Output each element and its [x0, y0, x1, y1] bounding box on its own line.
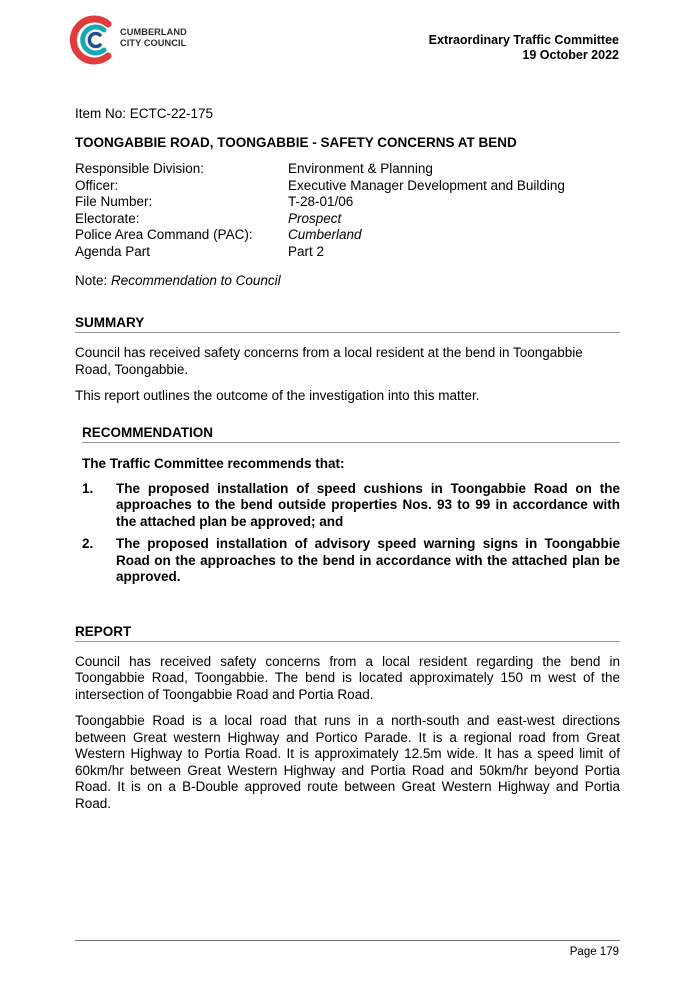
- footer-divider: [75, 940, 620, 941]
- metadata-value: T-28-01/06: [288, 194, 354, 209]
- metadata-row: [75, 227, 565, 244]
- recommendation-section: [82, 425, 620, 586]
- metadata-label: File Number:: [75, 194, 153, 209]
- logo-line-2: CITY COUNCIL: [120, 38, 187, 48]
- report-paragraph: Council has received safety concerns from a local resident regarding the bend in Toongabbie Road, Toongabbie. The bend is located approximately 150 m west of the intersection of Toongabbie Road and Portia Road.: [75, 653, 620, 702]
- committee-name: Extraordinary Traffic Committee: [428, 33, 619, 47]
- metadata-label: Electorate:: [75, 210, 140, 226]
- council-logo: [68, 14, 198, 66]
- page-number: Page 179: [569, 946, 619, 958]
- report-note: [75, 273, 620, 288]
- report-metadata-table: [75, 161, 565, 260]
- metadata-row: [75, 211, 565, 228]
- metadata-label: Agenda Part: [75, 243, 151, 259]
- header-meeting-info: [429, 33, 619, 63]
- metadata-value: Prospect: [288, 210, 342, 226]
- meeting-date: 19 October 2022: [522, 48, 619, 62]
- report-paragraph: Toongabbie Road is a local road that runs in a north-south and east-west directions between Great western Highway and Portico Parade. It is a regional road from Great Western Highway to Portia Road. It is approximately 12.5m wide. It has a speed limit of 60km/hr between Great Western Highway and Portia Road and 50km/hr beyond Portia Road. It is on a B-Double approved route between Great Western Highway and Portia Road.: [75, 713, 620, 811]
- item-number: Item No: ECTC-22-175: [75, 106, 214, 121]
- metadata-label: Officer:: [75, 177, 119, 193]
- summary-heading: SUMMARY: [75, 315, 620, 333]
- recommendation-intro: The Traffic Committee recommends that:: [82, 455, 345, 471]
- note-value: Recommendation to Council: [111, 273, 281, 288]
- recommendation-list: [82, 481, 620, 586]
- recommendation-number: 2.: [82, 536, 94, 551]
- recommendation-item: [82, 536, 620, 586]
- metadata-label: Responsible Division:: [75, 161, 205, 176]
- metadata-row: [75, 194, 565, 211]
- report-section: [75, 624, 620, 813]
- metadata-row: [75, 161, 565, 178]
- recommendation-item: [82, 481, 620, 531]
- metadata-value: Part 2: [288, 243, 325, 259]
- metadata-label: Police Area Command (PAC):: [75, 227, 253, 242]
- metadata-value: Environment & Planning: [288, 161, 433, 176]
- report-content: [75, 106, 620, 822]
- metadata-value: Executive Manager Development and Building: [288, 177, 565, 193]
- metadata-row: [75, 178, 565, 195]
- logo-line-1: CUMBERLAND: [120, 27, 187, 37]
- recommendation-number: 1.: [82, 480, 94, 496]
- recommendation-text: The proposed installation of speed cushions in Toongabbie Road on the approaches to the bend outside properties Nos. 93 to 99 in accordance with the attached plan be approved; and: [116, 480, 620, 529]
- recommendation-heading: RECOMMENDATION: [82, 425, 620, 443]
- note-label: Note:: [75, 273, 112, 288]
- summary-paragraph: This report outlines the outcome of the investigation into this matter.: [75, 388, 480, 403]
- summary-section: [75, 315, 620, 405]
- report-heading: REPORT: [75, 624, 620, 642]
- metadata-row: [75, 244, 565, 261]
- metadata-value: Cumberland: [288, 227, 362, 242]
- report-title: TOONGABBIE ROAD, TOONGABBIE - SAFETY CONCERNS AT BEND: [75, 135, 517, 150]
- council-logo-mark-icon: [68, 14, 118, 66]
- logo-text: [120, 27, 187, 49]
- recommendation-text: The proposed installation of advisory speed warning signs in Toongabbie Road on the approaches to the bend in accordance with the attached plan be approved.: [116, 536, 620, 584]
- summary-paragraph: Council has received safety concerns from a local resident at the bend in Toongabbie Road, Toongabbie.: [75, 345, 583, 377]
